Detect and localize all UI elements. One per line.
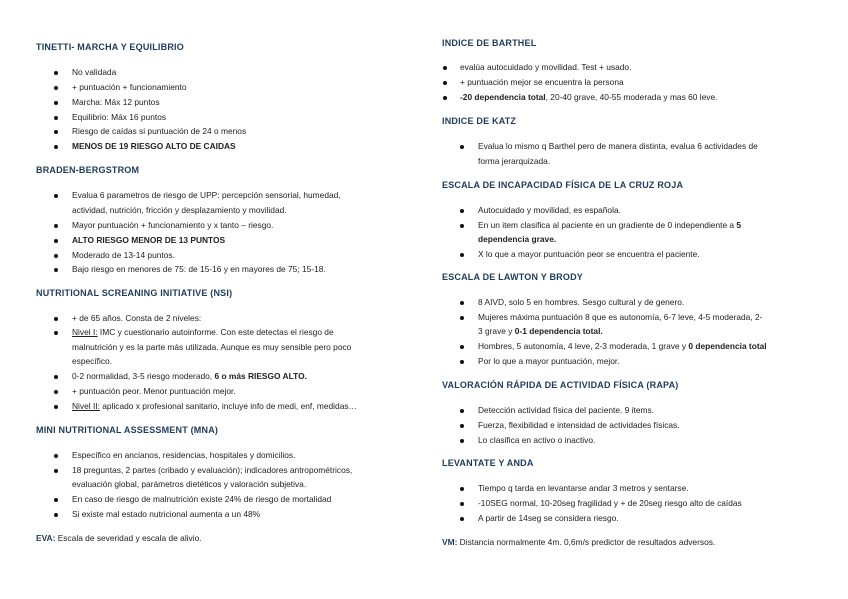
list-item: Riesgo de caídas si puntuación de 24 o menos [72,126,247,136]
bullet [54,498,58,502]
bullet [54,224,58,228]
bullet [460,424,464,428]
list-item: Equilibrio: Máx 16 puntos [72,112,167,122]
bullet [54,331,58,335]
list-item: Autocuidado y movilidad, es española. [478,205,621,215]
bullet [54,116,58,120]
list-item: En caso de riesgo de malnutrición existe 24% de riesgo de mortalidad [72,494,332,504]
bullet [460,409,464,413]
bullet [54,86,58,90]
bullet [460,224,464,228]
list-item: Nivel II: aplicado x profesional sanitario, incluye info de medi, enf, medidas… [72,401,357,411]
bullet [54,454,58,458]
bullet [460,360,464,364]
bullet [54,130,58,134]
bullet [54,268,58,272]
list-item: Fuerza, flexibilidad e intensidad de actividades físicas. [478,420,680,430]
bullet [460,345,464,349]
list-item: Si existe mal estado nutricional aumenta a un 48% [72,509,261,519]
list-item: + puntuación mejor se encuentra la persona [460,77,624,87]
nivel-2-label: Nivel II: [72,401,100,411]
list-item: Hombres, 5 autonomía, 4 leve, 2-3 moderada, 1 grave y 0 dependencia total [478,341,767,351]
list-item: ALTO RIESGO MENOR DE 13 PUNTOS [72,235,226,245]
list-item: 0-2 normalidad, 3-5 riesgo moderado, 6 o más RIESGO ALTO. [72,371,307,381]
bullet [460,301,464,305]
list-item-continuation: malnutrición y es la parte más utilizada. Aunque es muy sensible pero poco [72,342,352,352]
section-title-mna: MINI NUTRITIONAL ASSESSMENT (MNA) [36,425,219,435]
list-item: -10SEG normal, 10-20seg fragilidad y + de 20seg riesgo alto de caídas [478,498,742,508]
list-item: Bajo riesgo en menores de 75: de 15-16 y en mayores de 75; 15-18. [72,264,326,274]
section-title-nsi: NUTRITIONAL SCREANING INITIATIVE (NSI) [36,288,233,298]
eva-note: EVA: Escala de severidad y escala de alivio. [36,533,202,543]
bullet [54,71,58,75]
section-title-barthel: INDICE DE BARTHEL [442,38,537,48]
list-item: Marcha: Máx 12 puntos [72,97,160,107]
bullet [443,66,447,70]
section-title-braden: BRADEN-BERGSTROM [36,165,140,175]
bullet [460,253,464,257]
eva-label: EVA: [36,533,56,543]
bullet [54,145,58,149]
list-item: En un item clasifica al paciente en un gradiente de 0 independiente a 5 [478,220,742,230]
bullet [54,239,58,243]
list-item: Lo clasifica en activo o inactivo. [478,435,596,445]
list-item: Evalua 6 parametros de riesgo de UPP: percepción sensorial, humedad, [72,190,341,200]
list-item: + de 65 años. Consta de 2 niveles: [72,313,202,323]
bullet [443,96,447,100]
bullet [460,487,464,491]
list-item-continuation: evaluación global, parámetros dietéticos y valoración subjetiva. [72,479,307,489]
list-item: 8 AIVD, solo 5 en hombres. Sesgo cultural y de genero. [478,297,685,307]
list-item: Moderado de 13-14 puntos. [72,250,175,260]
list-item-continuation: forma jerarquizada. [478,156,551,166]
bullet [460,209,464,213]
list-item: Nivel I: IMC y cuestionario autoinforme. Con este detectas el riesgo de [72,327,334,337]
list-item: MENOS DE 19 RIESGO ALTO DE CAIDAS [72,141,236,151]
list-item: Tiempo q tarda en levantarse andar 3 metros y sentarse. [478,483,689,493]
bullet [54,405,58,409]
section-title-levantate: LEVANTATE Y ANDA [442,458,534,468]
vm-note: VM: Distancia normalmente 4m. 0,6m/s predictor de resultados adversos. [442,537,716,547]
list-item: A partir de 14seg se considera riesgo. [478,513,619,523]
list-item-continuation: dependencia grave. [478,234,557,244]
list-item: No validada [72,67,117,77]
vm-label: VM: [442,537,458,547]
list-item: Específico en ancianos, residencias, hospitales y domicilios. [72,450,296,460]
bullet [460,502,464,506]
section-title-cruz-roja: ESCALA DE INCAPACIDAD FÍSICA DE LA CRUZ ROJA [442,180,684,190]
bullet [54,375,58,379]
bullet [54,469,58,473]
section-title-katz: INDICE DE KATZ [442,116,517,126]
bullet [54,317,58,321]
section-title-lawton: ESCALA DE LAWTON Y BRODY [442,272,583,282]
bullet [460,316,464,320]
list-item: Evalua lo mismo q Barthel pero de manera distinta, evalua 6 actividades de [478,141,758,151]
bullet [54,390,58,394]
list-item: + puntuación peor. Menor puntuación mejor. [72,386,236,396]
bullet [54,194,58,198]
section-title-tinetti: TINETTI- MARCHA Y EQUILIBRIO [36,42,184,52]
list-item: -20 dependencia total, 20-40 grave, 40-55 moderada y mas 60 leve. [460,92,718,102]
list-item-continuation: específico. [72,356,113,366]
bullet [54,513,58,517]
bullet [460,439,464,443]
list-item: X lo que a mayor puntuación peor se encuentra el paciente. [478,249,700,259]
list-item-continuation: actividad, nutrición, fricción y desplazamiento y movilidad. [72,205,287,215]
bullet [460,145,464,149]
list-item: Mujeres máxima puntuación 8 que es autonomía, 6-7 leve, 4-5 moderada, 2- [478,312,763,322]
list-item: 18 preguntas, 2 partes (cribado y evaluación); indicadores antropométricos, [72,465,353,475]
bullet [443,81,447,85]
list-item: + puntuación + funcionamiento [72,82,187,92]
section-title-rapa: VALORACIÓN RÁPIDA DE ACTIVIDAD FÍSICA (RAPA) [442,380,679,390]
bullet [460,517,464,521]
bullet [54,254,58,258]
list-item: Por lo que a mayor puntuación, mejor. [478,356,620,366]
bullet [54,101,58,105]
nivel-1-label: Nivel I: [72,327,98,337]
list-item-continuation: 3 grave y 0-1 dependencia total. [478,326,603,336]
list-item: evalúa autocuidado y movilidad. Test + usado. [460,62,632,72]
list-item: Mayor puntuación + funcionamiento y x tanto – riesgo. [72,220,274,230]
list-item: Detección actividad física del paciente. 9 items. [478,405,654,415]
